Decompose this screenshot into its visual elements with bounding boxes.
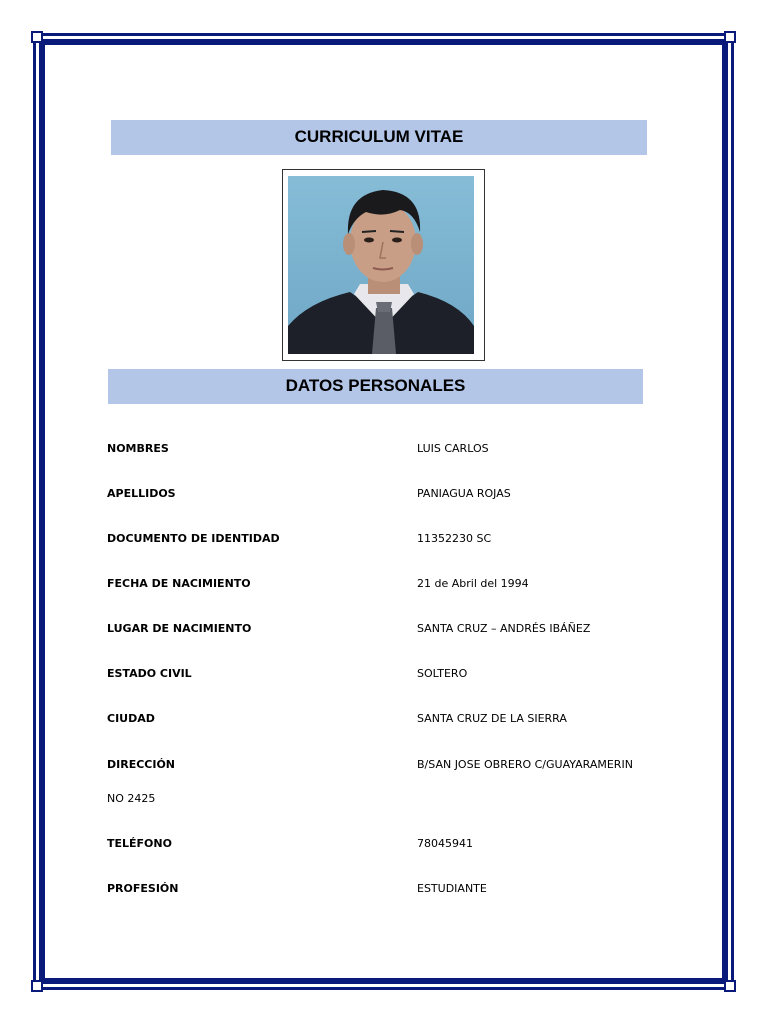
- field-value-apellidos: PANIAGUA ROJAS: [417, 487, 511, 500]
- field-label-direccion: DIRECCIÓN: [107, 758, 176, 771]
- field-value-fecha-nacimiento: 21 de Abril del 1994: [417, 577, 529, 590]
- field-label-nombres: NOMBRES: [107, 442, 169, 455]
- corner-ornament-bottom-right: [724, 980, 736, 992]
- field-value-nombres: LUIS CARLOS: [417, 442, 489, 455]
- section-title: DATOS PERSONALES: [108, 369, 643, 404]
- corner-ornament-top-right: [724, 31, 736, 43]
- field-label-documento: DOCUMENTO DE IDENTIDAD: [107, 532, 280, 545]
- field-label-telefono: TELÉFONO: [107, 837, 172, 850]
- profile-photo: [282, 169, 485, 361]
- corner-ornament-top-left: [31, 31, 43, 43]
- field-value-ciudad: SANTA CRUZ DE LA SIERRA: [417, 712, 567, 725]
- field-label-profesion: PROFESIÓN: [107, 882, 179, 895]
- field-label-fecha-nacimiento: FECHA DE NACIMIENTO: [107, 577, 251, 590]
- field-value-direccion-continuation: NO 2425: [107, 792, 156, 805]
- field-value-profesion: ESTUDIANTE: [417, 882, 487, 895]
- field-label-ciudad: CIUDAD: [107, 712, 155, 725]
- field-value-documento: 11352230 SC: [417, 532, 492, 545]
- field-label-estado-civil: ESTADO CIVIL: [107, 667, 192, 680]
- field-value-lugar-nacimiento: SANTA CRUZ – ANDRÉS IBÁÑEZ: [417, 622, 591, 635]
- document-title: CURRICULUM VITAE: [111, 120, 647, 155]
- field-value-estado-civil: SOLTERO: [417, 667, 468, 680]
- field-value-direccion: B/SAN JOSE OBRERO C/GUAYARAMERIN: [417, 758, 633, 771]
- field-value-telefono: 78045941: [417, 837, 473, 850]
- field-label-lugar-nacimiento: LUGAR DE NACIMIENTO: [107, 622, 252, 635]
- field-label-apellidos: APELLIDOS: [107, 487, 176, 500]
- profile-photo-icon: [288, 176, 474, 354]
- corner-ornament-bottom-left: [31, 980, 43, 992]
